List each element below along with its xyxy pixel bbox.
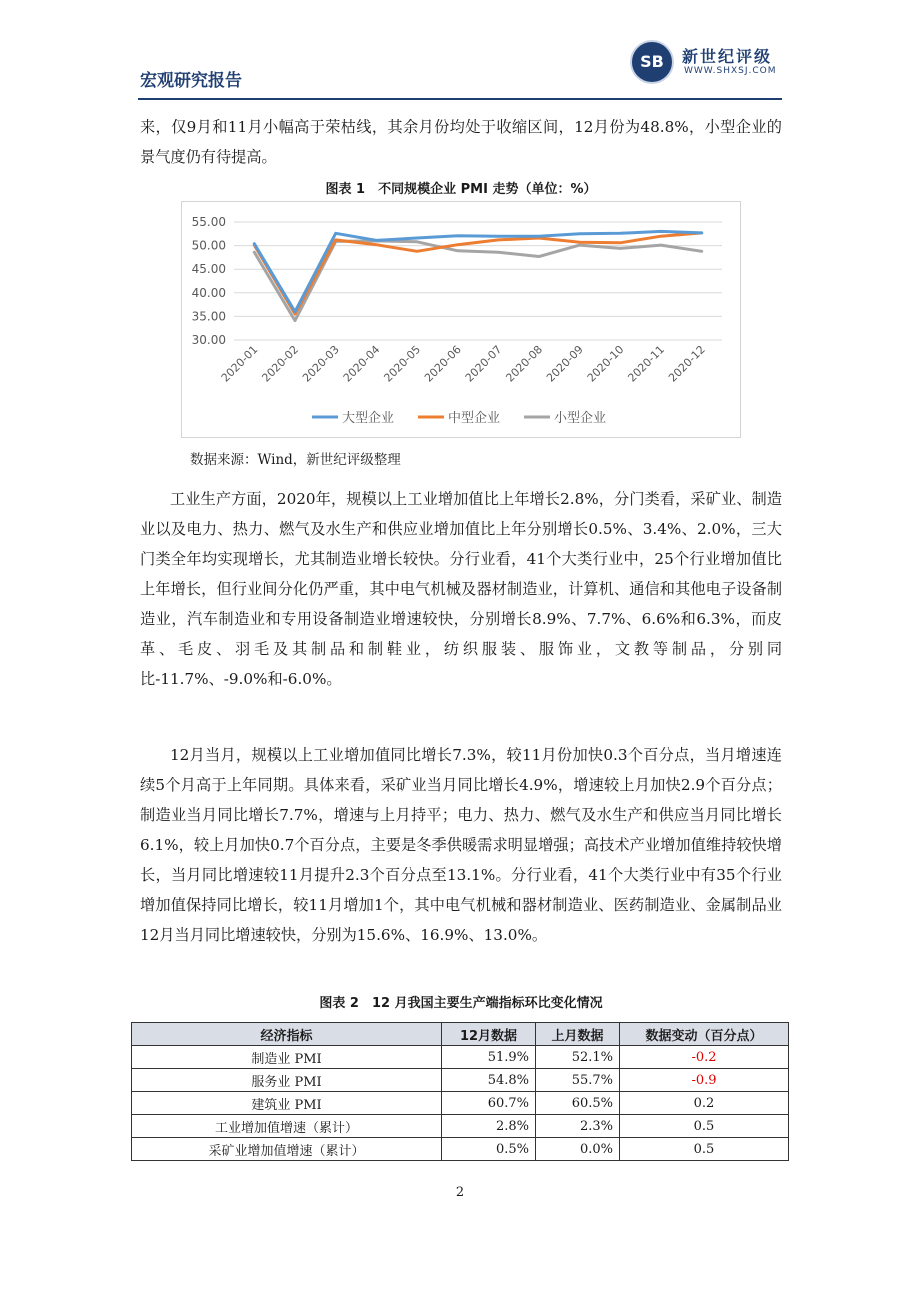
change-value: -0.2 [620,1046,789,1069]
table-row [132,1138,789,1161]
previous-value: 55.7% [536,1069,620,1092]
y-tick-label: 40.00 [191,285,226,300]
header-previous: 上月数据 [536,1023,620,1046]
indicator-name: 制造业 PMI [132,1046,442,1069]
series-line [254,233,701,314]
paragraph-industrial-december: 12月当月，规模以上工业增加值同比增长7.3%，较11月份加快0.3个百分点，当月增速连续5个月高于上年同期。具体来看，采矿业当月同比增长4.9%，增速较上月加快2.9个百分点；制造业当月同比增长7.7%，增速与上月持平；电力、热力、燃气及水生产和供应当月同比增长6.1%，较上月加快0.7个百分点，主要是冬季供暖需求明显增强；高技术产业增加值维持较快增长，当月同比增速较11月提升2.3个百分点至13.1%。分行业看，41个大类行业中有35个行业增加值保持同比增长，较11月增加1个，其中电气机械和器材制造业、医药制造业、金属制品业12月当月同比增速较快，分别为15.6%、16.9%、13.0%。 [140,746,782,944]
x-tick-label: 2020-07 [462,342,505,385]
header-divider [138,98,782,100]
indicator-name: 建筑业 PMI [132,1092,442,1115]
production-indicator-table [131,1022,789,1161]
x-tick-label: 2020-11 [625,342,668,385]
current-value: 60.7% [442,1092,536,1115]
header-indicator: 经济指标 [132,1023,442,1046]
logo-emblem-icon [630,40,674,84]
table-row [132,1115,789,1138]
x-tick-label: 2020-09 [544,342,586,385]
x-tick-label: 2020-05 [381,342,424,385]
y-tick-label: 50.00 [191,238,226,253]
legend-label: 中型企业 [448,411,501,426]
series-line [254,241,701,321]
paragraph-pmi-small: 来，仅9月和11月小幅高于荣枯线，其余月份均处于收缩区间，12月份为48.8%，小型企业的景气度仍有待提高。 [140,118,782,166]
y-tick-label: 45.00 [191,262,226,277]
header-change: 数据变动（百分点） [620,1023,789,1046]
change-value: 0.2 [620,1092,789,1115]
previous-value: 60.5% [536,1092,620,1115]
x-tick-label: 2020-10 [584,342,627,385]
pmi-line-chart [181,201,741,438]
y-tick-label: 35.00 [191,309,226,324]
x-tick-label: 2020-04 [340,342,383,385]
report-type-title: 宏观研究报告 [140,71,242,91]
x-tick-label: 2020-03 [300,342,342,385]
figure1-source: 数据来源：Wind，新世纪评级整理 [190,452,401,468]
previous-value: 52.1% [536,1046,620,1069]
indicator-name: 工业增加值增速（累计） [132,1115,442,1138]
logo-name: 新世纪评级 [682,47,773,66]
paragraph-industrial-annual: 工业生产方面，2020年，规模以上工业增加值比上年增长2.8%，分门类看，采矿业、制造业以及电力、热力、燃气及水生产和供应业增加值比上年分别增长0.5%、3.4%、2.0%，三大门类全年均实现增长，尤其制造业增长较快。分行业看，41个大类行业中，25个行业增加值比上年增长，但行业间分化仍严重，其中电气机械及器材制造业，计算机、通信和其他电子设备制造业，汽车制造业和专用设备制造业增速较快，分别增长8.9%、7.7%、6.6%和6.3%，而皮革、毛皮、羽毛及其制品和制鞋业，纺织服装、服饰业，文教等制品，分别同比-11.7%、-9.0%和-6.0%。 [140,490,782,688]
logo-url: WWW.SHXSJ.COM [684,66,777,76]
header-current: 12月数据 [442,1023,536,1046]
change-value: 0.5 [620,1115,789,1138]
legend-label: 小型企业 [554,411,607,426]
legend-label: 大型企业 [342,411,395,426]
indicator-name: 采矿业增加值增速（累计） [132,1138,442,1161]
current-value: 0.5% [442,1138,536,1161]
y-tick-label: 55.00 [191,215,226,229]
table-row [132,1092,789,1115]
y-tick-label: 30.00 [191,333,226,347]
change-value: -0.9 [620,1069,789,1092]
logo-mark: SB [640,52,664,71]
table-caption: 图表 2 12 月我国主要生产端指标环比变化情况 [319,996,603,1011]
previous-value: 2.3% [536,1115,620,1138]
x-tick-label: 2020-02 [259,342,302,385]
brand-logo [630,38,790,86]
figure1-caption: 图表 1 不同规模企业 PMI 走势（单位：%） [325,182,597,197]
previous-value: 0.0% [536,1138,620,1161]
table-row [132,1069,789,1092]
x-tick-label: 2020-12 [666,342,708,385]
chart-canvas [182,202,740,437]
table-row [132,1046,789,1069]
x-tick-label: 2020-06 [422,342,464,385]
page-number: 2 [455,1185,465,1200]
current-value: 51.9% [442,1046,536,1069]
table-header-row [132,1023,789,1046]
change-value: 0.5 [620,1138,789,1161]
indicator-name: 服务业 PMI [132,1069,442,1092]
current-value: 2.8% [442,1115,536,1138]
current-value: 54.8% [442,1069,536,1092]
x-tick-label: 2020-08 [503,342,546,385]
x-tick-label: 2020-01 [218,342,261,385]
